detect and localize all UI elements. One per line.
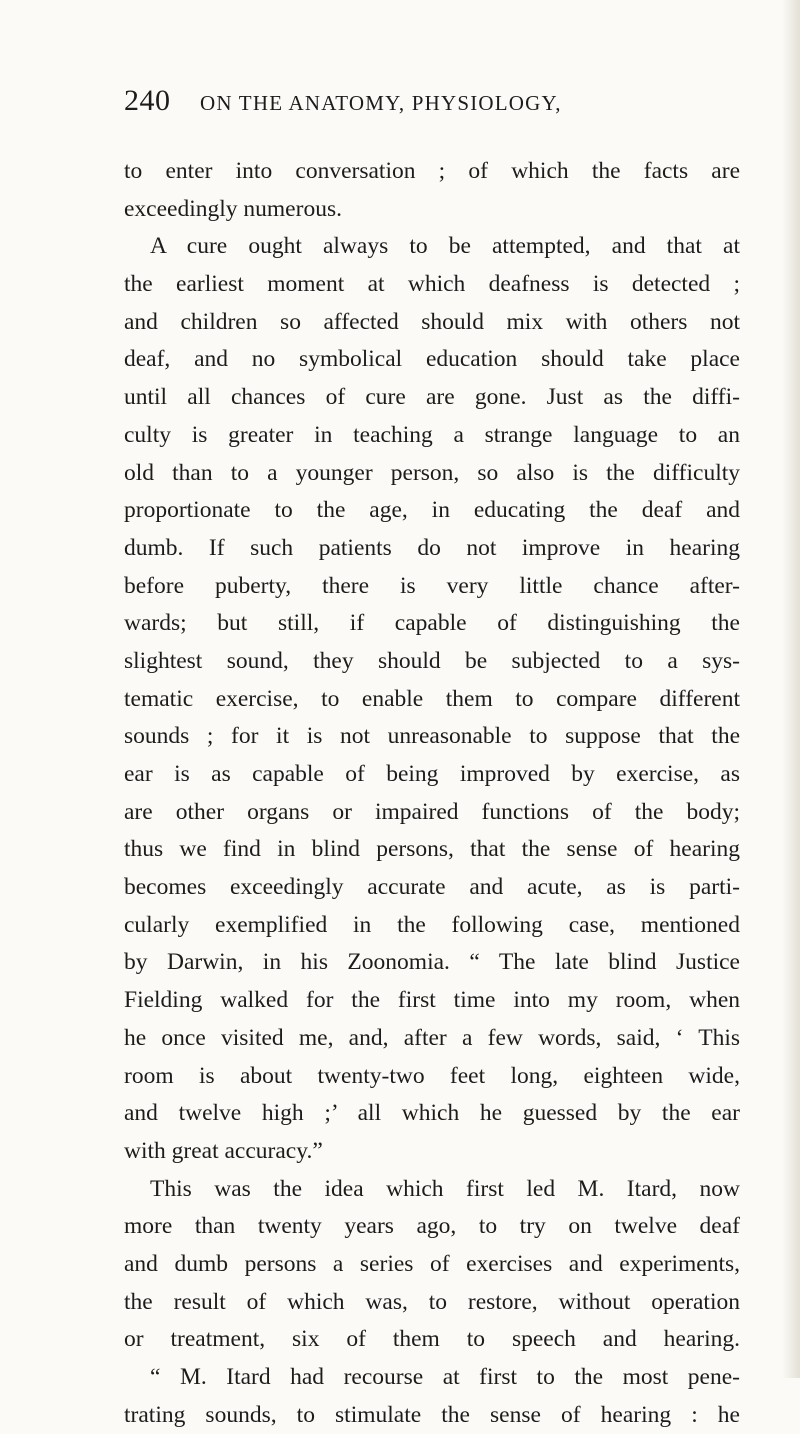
text-line: or treatment, six of them to speech and hearing.	[124, 1326, 740, 1353]
text-line: wards; but still, if capable of distinguishing the	[124, 610, 740, 637]
text-line: cularly exemplified in the following case, mentioned	[124, 911, 740, 938]
text-line: trating sounds, to stimulate the sense of hearing : he	[124, 1401, 740, 1428]
text-line: tematic exercise, to enable them to compare different	[124, 685, 740, 712]
text-line: deaf, and no symbolical education should take place	[124, 346, 740, 373]
text-line: culty is greater in teaching a strange language to an	[124, 421, 740, 448]
text-line: old than to a younger person, so also is the difficulty	[124, 459, 740, 486]
text-line: proportionate to the age, in educating the deaf and	[124, 497, 740, 524]
text-line: the earliest moment at which deafness is detected ;	[124, 271, 740, 298]
text-line: by Darwin, in his Zoonomia. “ The late blind Justice	[124, 949, 740, 976]
text-line: thus we find in blind persons, that the sense of hearing	[124, 836, 740, 863]
text-line: and dumb persons a series of exercises and experiments,	[124, 1250, 740, 1277]
text-line: he once visited me, and, after a few words, said, ‘ This	[124, 1024, 740, 1051]
text-line: exceedingly numerous.	[124, 195, 342, 222]
text-line: the result of which was, to restore, without operation	[124, 1288, 740, 1315]
text-line: becomes exceedingly accurate and acute, as is parti-	[124, 874, 740, 901]
page-number: 240	[124, 84, 171, 117]
text-line: sounds ; for it is not unreasonable to suppose that the	[124, 723, 740, 750]
text-line: “ M. Itard had recourse at first to the most pene-	[150, 1364, 740, 1390]
text-line: room is about twenty-two feet long, eighteen wide,	[124, 1062, 740, 1089]
text-line: more than twenty years ago, to try on twelve deaf	[124, 1213, 740, 1240]
text-line: A cure ought always to be attempted, and that at	[150, 233, 740, 260]
text-line: This was the idea which first led M. Itard, now	[150, 1175, 740, 1202]
text-line: are other organs or impaired functions of the body;	[124, 798, 740, 825]
page-edge-shadow	[782, 0, 800, 1378]
text-line: until all chances of cure are gone. Just as the diffi-	[124, 384, 740, 411]
body-text	[124, 153, 740, 1434]
text-line: with great accuracy.”	[124, 1137, 323, 1164]
text-line: Fielding walked for the first time into my room, when	[124, 987, 740, 1014]
page-header	[124, 84, 724, 124]
text-line: before puberty, there is very little chance after-	[124, 572, 740, 599]
text-line: to enter into conversation ; of which the facts are	[124, 158, 740, 184]
text-line: dumb. If such patients do not improve in hearing	[124, 534, 740, 561]
running-head: ON THE ANATOMY, PHYSIOLOGY,	[200, 91, 562, 115]
text-line: and twelve high ;’ all which he guessed by the ear	[124, 1100, 740, 1127]
text-line: slightest sound, they should be subjected to a sys-	[124, 647, 740, 674]
text-line: ear is as capable of being improved by exercise, as	[124, 761, 740, 787]
text-line: and children so affected should mix with others not	[124, 308, 740, 335]
